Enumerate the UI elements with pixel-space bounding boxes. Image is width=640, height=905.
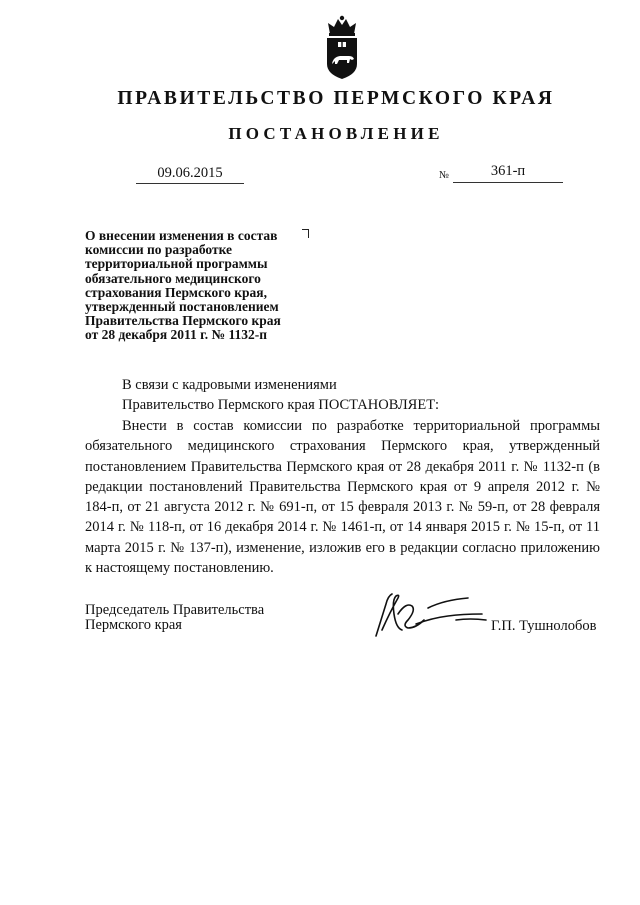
number-label: № [439,170,450,181]
signer-position-line: Председатель Правительства [85,602,265,618]
body-paragraph-main: Внести в состав комиссии по разработке территориальной программы обязательного медицинского страхования Пермского края, утвержденный постановлением Правительства Пермского края от 28 декабря 2011 г. № 1132-п (в редакции постановлений Правительства Пермского края от 9 апреля 2012 г. № 184-п, от 21 августа 2012 г. № 691-п, от 15 февраля 2013 г. № 59-п, от 28 февраля 2014 г. № 118-п, от 16 декабря 2014 г. № 1461-п, от 14 января 2015 г. № 15-п, от 11 марта 2015 г. № 137-п), изменение, изложив его в редакции согласно приложению к настоящему постановлению. [85,418,600,577]
subject-line: страхования Пермского края, [85,284,267,300]
corner-bracket [302,229,309,238]
subject-line: территориальной программы [85,256,268,272]
signer-name: Г.П. Тушнолобов [491,618,597,634]
handwritten-signature-icon [372,590,490,640]
body-paragraph-resolution: Правительство Пермского края ПОСТАНОВЛЯЕТ: [122,397,440,413]
government-title: ПРАВИТЕЛЬСТВО ПЕРМСКОГО КРАЯ [117,88,555,109]
subject-line: О внесении изменения в состав [85,228,278,243]
body-paragraph-reason: В связи с кадровыми изменениями [122,377,337,393]
document-date: 09.06.2015 [136,163,244,184]
document-subject [85,229,325,343]
subject-line: утвержденный постановлением [85,299,279,315]
document-type: ПОСТАНОВЛЕНИЕ [228,124,444,143]
subject-line: от 28 декабря 2011 г. № 1132-п [85,327,267,343]
signer-position-line: Пермского края [85,616,182,633]
document-number: 361-п [453,161,563,183]
subject-line: Правительства Пермского края [85,313,281,329]
subject-line: комиссии по разработке [85,242,233,258]
subject-line: обязательного медицинского [85,270,261,286]
coat-of-arms-icon [322,14,362,80]
signer-position [85,603,264,632]
